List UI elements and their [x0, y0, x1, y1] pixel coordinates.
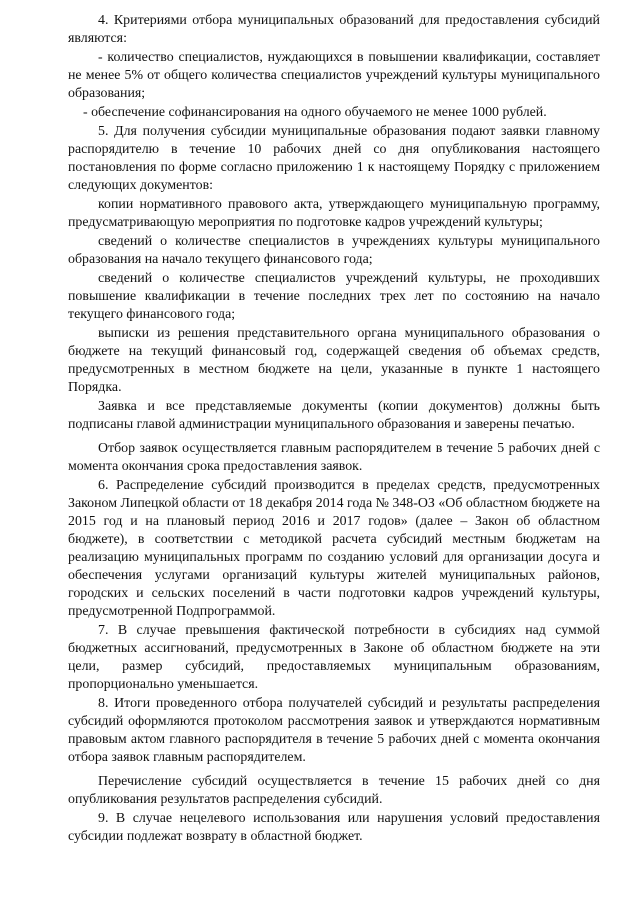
paragraph-criteria-specialists: - количество специалистов, нуждающихся в повышении квалификации, составляет не менее 5% от общего количества специалистов учреждений культуры муниципального образования;	[68, 50, 600, 101]
paragraph-item-5: 5. Для получения субсидии муниципальные образования подают заявки главному распорядителю в течение 10 рабочих дней со дня опубликования настоящего постановления по форме согласно приложению 1 к настоящему Порядку с приложением следующих документов:	[68, 124, 600, 193]
paragraph-criteria-cofinancing: - обеспечение софинансирования на одного обучаемого не менее 1000 рублей.	[83, 105, 547, 120]
paragraph-signature-requirement: Заявка и все представляемые документы (копии документов) должны быть подписаны главой администрации муниципального образования и заверены печатью.	[68, 399, 600, 432]
paragraph-transfer-period: Перечисление субсидий осуществляется в течение 15 рабочих дней со дня опубликования результатов распределения субсидий.	[68, 774, 600, 807]
paragraph-doc-legal-act: копии нормативного правового акта, утверждающего муниципальную программу, предусматривающую мероприятия по подготовке кадров учреждений культуры;	[68, 197, 600, 230]
paragraph-doc-specialists-count: сведений о количестве специалистов в учреждениях культуры муниципального образования на начало текущего финансового года;	[68, 234, 600, 267]
paragraph-selection-period: Отбор заявок осуществляется главным распорядителем в течение 5 рабочих дней с момента окончания срока предоставления заявок.	[68, 441, 600, 474]
paragraph-item-7: 7. В случае превышения фактической потребности в субсидиях над суммой бюджетных ассигнований, предусмотренных в Законе об областном бюджете на эти цели, размер субсидий, предоставляемых муниципальным образованиям, пропорционально уменьшается.	[68, 623, 600, 692]
paragraph-item-8: 8. Итоги проведенного отбора получателей субсидий и результаты распределения субсидий оформляются протоколом рассмотрения заявок и утверждаются нормативным правовым актом главного распорядителя в течение 5 рабочих дней с момента окончания отбора заявок главным распорядителем.	[68, 696, 600, 765]
paragraph-item-9: 9. В случае нецелевого использования или нарушения условий предоставления субсидии подлежат возврату в областной бюджет.	[68, 811, 600, 844]
paragraph-criteria-heading: 4. Критериями отбора муниципальных образований для предоставления субсидий являются:	[68, 13, 600, 46]
paragraph-doc-budget-extract: выписки из решения представительного органа муниципального образования о бюджете на текущий финансовый год, содержащей сведения об объемах средств, предусмотренных в местном бюджете на цели, указанные в пункте 1 настоящего Порядка.	[68, 326, 600, 395]
paragraph-doc-untrained-specialists: сведений о количестве специалистов учреждений культуры, не проходивших повышение квалификации в течение последних трех лет по состоянию на начало текущего финансового года;	[68, 271, 600, 322]
paragraph-item-6: 6. Распределение субсидий производится в пределах средств, предусмотренных Законом Липецкой области от 18 декабря 2014 года № 348-ОЗ «Об областном бюджете на 2015 год и на плановый период 2016 и 2017 годов» (далее – Закон об областном бюджете), в соответствии с методикой расчета субсидий местным бюджетам на реализацию муниципальных программ по созданию условий для организации досуга и обеспечения услугами организаций культуры жителей муниципальных районов, городских и сельских поселений в части подготовки кадров учреждений культуры, предусмотренной Подпрограммой.	[68, 478, 600, 619]
